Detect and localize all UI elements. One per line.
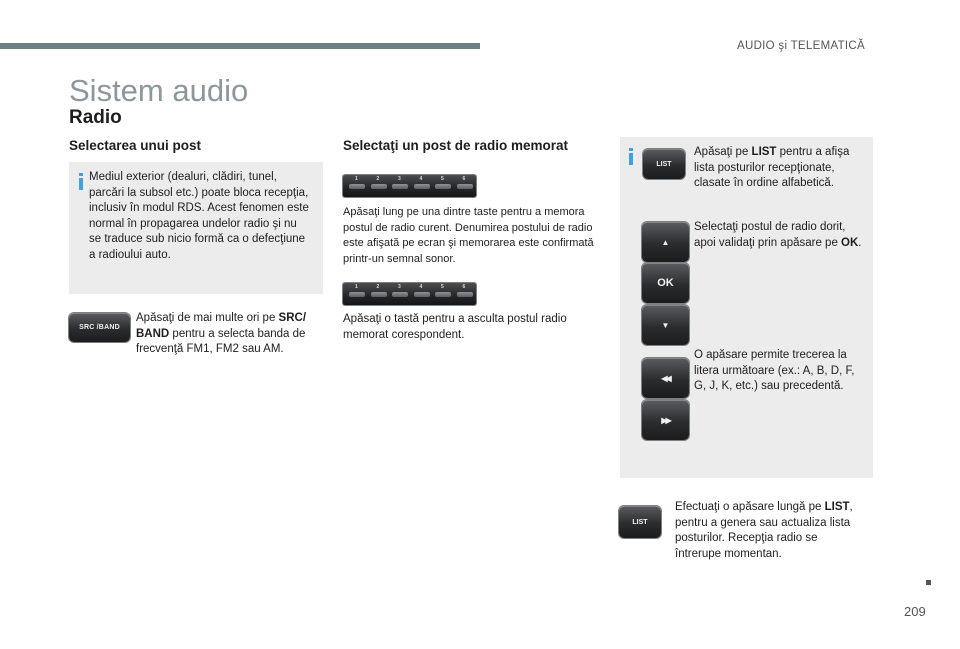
preset-number-1: 1: [355, 176, 358, 182]
preset-number-1: 1: [355, 284, 358, 290]
list-button[interactable]: LIST: [619, 506, 661, 538]
info-icon: [79, 173, 83, 190]
continuation-marker: [926, 580, 931, 585]
next-button[interactable]: ▶▶: [642, 400, 689, 440]
letter-instruction: O apăsare permite trecerea la litera următoare (ex.: A, B, D, F, G, J, K, etc.) sau precedentă.: [694, 349, 855, 392]
heading-select-station: Selectarea unui post: [69, 138, 202, 153]
preset-key-4[interactable]: [414, 184, 430, 189]
preset-number-4: 4: [419, 176, 423, 182]
preset-number-2: 2: [376, 284, 380, 290]
heading-memorized-station: Selectaţi un post de radio memorat: [343, 138, 569, 153]
preset-number-3: 3: [398, 284, 401, 290]
preset-number-6: 6: [462, 176, 466, 182]
preset-buttons-strip[interactable]: [343, 175, 476, 197]
list-button[interactable]: LIST: [643, 149, 685, 179]
list-instruction: Apăsaţi pe LIST pentru a afişa lista posturilor recepţionate, clasate în ordine alfabetică.: [694, 146, 850, 189]
preset-number-5: 5: [441, 284, 444, 290]
src-band-button[interactable]: SRC /BAND: [69, 313, 130, 342]
preset-key-1[interactable]: [349, 184, 365, 189]
preset-number-6: 6: [462, 284, 466, 290]
preset-number-5: 5: [441, 176, 444, 182]
preset-number-2: 2: [376, 176, 380, 182]
preset-key-6[interactable]: [457, 184, 473, 189]
preset-key-5[interactable]: [435, 184, 451, 189]
header-bar: [0, 43, 480, 49]
page-number: 209: [904, 604, 926, 619]
preset-key-4[interactable]: [414, 292, 430, 297]
note-text: Mediul exterior (dealuri, clădiri, tunel, parcări la subsol etc.) poate bloca recepţia, inclusiv în modul RDS. Acest fenomen este normal în propagarea undelor radio şi nu se traduce sub nicio formă ca o defecţiune a radioului auto.: [89, 171, 309, 261]
info-icon: [629, 148, 633, 165]
preset-buttons-strip[interactable]: [343, 283, 476, 305]
src-band-instruction: Apăsaţi de mai multe ori pe SRC/ BAND pentru a selecta banda de frecvenţă FM1, FM2 sau AM.: [136, 312, 307, 355]
listen-instruction: Apăsaţi o tastă pentru a asculta postul radio memorat corespondent.: [343, 313, 567, 341]
ok-button[interactable]: OK: [642, 263, 689, 303]
preset-key-2[interactable]: [371, 184, 387, 189]
preset-key-3[interactable]: [392, 292, 408, 297]
memorize-instruction: Apăsaţi lung pe una dintre taste pentru a memora postul de radio curent. Denumirea postului de radio este afişată pe ecran şi memorarea este confirmată printr-un semnal sonor.: [343, 206, 594, 265]
up-arrow-button[interactable]: ▲: [642, 222, 689, 262]
preset-key-5[interactable]: [435, 292, 451, 297]
preset-key-6[interactable]: [457, 292, 473, 297]
preset-number-4: 4: [419, 284, 423, 290]
section-header: AUDIO şi TELEMATICĂ: [737, 40, 865, 52]
select-instruction: Selectaţi postul de radio dorit, apoi validaţi prin apăsare pe OK.: [694, 221, 862, 249]
preset-key-1[interactable]: [349, 292, 365, 297]
page-title: Sistem audio: [69, 73, 249, 108]
list-long-press-instruction: Efectuaţi o apăsare lungă pe LIST, pentru a genera sau actualiza lista posturilor. Recepţia radio se întrerupe momentan.: [675, 501, 853, 560]
down-arrow-button[interactable]: ▼: [642, 305, 689, 345]
preset-key-2[interactable]: [371, 292, 387, 297]
previous-button[interactable]: ◀◀: [642, 358, 689, 398]
page-subtitle: Radio: [69, 107, 122, 128]
preset-key-3[interactable]: [392, 184, 408, 189]
preset-number-3: 3: [398, 176, 401, 182]
